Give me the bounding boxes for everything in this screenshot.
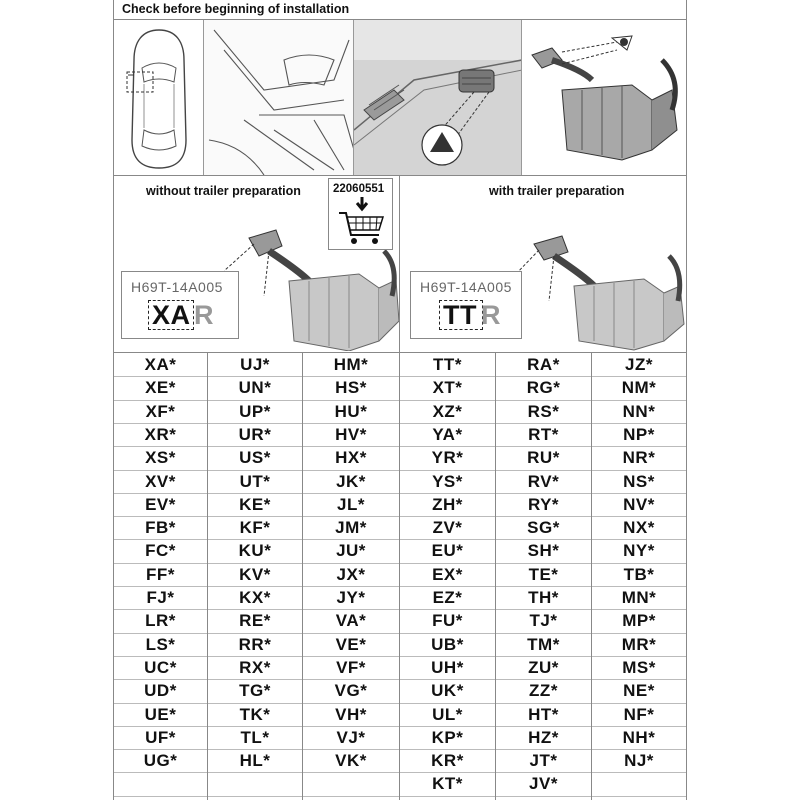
code-cell: UN* (238, 378, 272, 398)
code-cell: KE* (239, 494, 271, 514)
code-cell: UC* (144, 657, 177, 677)
code-cell: KT* (432, 774, 463, 794)
code-cell: JV* (529, 774, 558, 794)
connector-panel (522, 20, 686, 175)
code-cell: UG* (143, 751, 178, 771)
row-divider (592, 772, 686, 773)
car-top-view-illustration (114, 20, 204, 175)
seat-panel (204, 20, 354, 175)
code-cell: HM* (333, 355, 369, 374)
header-title: Check before beginning of installation (122, 2, 350, 16)
code-cell: HV* (335, 424, 367, 444)
code-cell: XA* (144, 355, 177, 374)
code-cell: JY* (336, 588, 366, 607)
code-cell: VA* (335, 611, 367, 631)
with-code-grey: R (481, 300, 501, 330)
code-cell: NY* (623, 541, 655, 561)
code-cell: HX* (335, 448, 367, 468)
code-cell: RT* (528, 424, 559, 444)
code-cell: YR* (431, 448, 464, 468)
code-cell: UL* (432, 704, 463, 724)
code-cell: RE* (239, 611, 271, 631)
code-cell: RU* (527, 448, 560, 468)
code-cell: VK* (335, 751, 367, 771)
code-cell: ZU* (528, 657, 559, 677)
without-code-grey: R (194, 300, 214, 330)
code-cell: XR* (144, 424, 177, 444)
car-top-view-panel (114, 20, 204, 175)
row-divider (496, 796, 591, 797)
code-cell: NR* (622, 448, 656, 468)
code-cell: JL* (337, 494, 365, 514)
without-part-label (121, 271, 239, 339)
code-cell: SG* (527, 518, 560, 538)
code-cell: NJ* (624, 751, 654, 771)
code-cell: ZV* (432, 518, 463, 538)
code-cell: NF* (623, 704, 655, 724)
code-cell: VJ* (336, 727, 366, 747)
code-cell: VG* (334, 681, 368, 701)
code-cell: NS* (623, 471, 655, 491)
row-divider (114, 796, 207, 797)
code-cell: YS* (432, 471, 463, 491)
code-cell: KP* (431, 727, 464, 747)
code-cell: KU* (238, 541, 272, 561)
code-cell: UB* (431, 634, 464, 654)
code-cell: JU* (336, 541, 366, 561)
code-cell: KR* (431, 751, 464, 771)
code-column-3 (303, 353, 400, 800)
code-cell: JM* (335, 518, 367, 538)
row-divider (400, 796, 495, 797)
code-cell: UT* (239, 471, 271, 491)
code-cell: TM* (527, 634, 560, 654)
code-cell: KV* (239, 564, 271, 584)
code-cell: TE* (528, 564, 559, 584)
without-part-number: H69T-14A005 (131, 279, 223, 295)
code-cell: MP* (622, 611, 656, 631)
without-code-bold: XA (152, 300, 191, 330)
code-column-5 (496, 353, 592, 800)
code-cell: RX* (239, 657, 271, 677)
code-cell: XS* (145, 448, 176, 468)
code-cell: YA* (432, 424, 463, 444)
code-cell: XT* (432, 378, 463, 398)
code-cell: TG* (239, 681, 271, 701)
connector-location-panel (354, 20, 522, 175)
with-part-number: H69T-14A005 (420, 279, 512, 295)
code-cell: NN* (622, 401, 656, 421)
code-cell: FJ* (146, 588, 175, 607)
code-cell: NX* (623, 518, 655, 538)
right-connector-illustration (514, 226, 686, 351)
code-cell: RA* (527, 355, 560, 374)
row-divider (303, 796, 399, 797)
code-cell: UR* (238, 424, 272, 444)
code-cell: EX* (432, 564, 463, 584)
code-cell: NP* (623, 424, 655, 444)
code-cell: HZ* (528, 727, 559, 747)
code-cell: NV* (623, 494, 655, 514)
code-cell: VE* (335, 634, 367, 654)
code-cell: HS* (335, 378, 367, 398)
code-cell: XF* (145, 401, 176, 421)
with-part-label (410, 271, 522, 339)
code-cell: XE* (145, 378, 176, 398)
code-column-2 (208, 353, 303, 800)
code-cell: VF* (336, 657, 366, 677)
code-cell: TJ* (529, 611, 558, 631)
code-cell: EV* (145, 494, 176, 514)
code-cell: RG* (526, 378, 561, 398)
code-cell: TK* (239, 704, 271, 724)
order-part-box (328, 178, 393, 250)
code-cell: LR* (145, 611, 176, 631)
row-divider (208, 796, 302, 797)
code-cell: FC* (145, 541, 176, 561)
code-cell: UE* (144, 704, 177, 724)
header-bar (113, 0, 687, 20)
vehicle-code-table (114, 353, 686, 800)
code-cell: NH* (622, 727, 656, 747)
row-divider (303, 772, 399, 773)
code-cell: JT* (529, 751, 558, 771)
code-cell: UJ* (240, 355, 270, 374)
code-cell: HU* (334, 401, 368, 421)
preparation-comparison (114, 175, 686, 353)
code-cell: HT* (528, 704, 559, 724)
code-cell: TH* (528, 588, 559, 607)
code-column-1 (114, 353, 208, 800)
code-cell: US* (239, 448, 271, 468)
code-cell: KF* (239, 518, 271, 538)
code-cell: EZ* (432, 588, 463, 607)
code-cell: FF* (146, 564, 175, 584)
code-cell: MR* (621, 634, 657, 654)
code-column-4 (400, 353, 496, 800)
cart-part-number: 22060551 (333, 183, 385, 195)
row-divider (114, 772, 207, 773)
code-cell: RR* (238, 634, 272, 654)
code-cell: HL* (239, 751, 271, 771)
code-cell: JK* (336, 471, 366, 491)
code-cell: SH* (527, 541, 560, 561)
code-cell: XV* (145, 471, 176, 491)
connector-illustration (522, 20, 686, 175)
code-cell: JX* (336, 564, 366, 584)
code-cell: UK* (431, 681, 464, 701)
row-divider (208, 772, 302, 773)
code-cell: UH* (431, 657, 464, 677)
code-cell: JZ* (625, 355, 653, 374)
code-cell: MS* (622, 657, 656, 677)
with-code-bold: TT (443, 300, 477, 330)
code-cell: ZH* (432, 494, 463, 514)
code-cell: EU* (431, 541, 464, 561)
code-cell: UF* (145, 727, 176, 747)
code-cell: MN* (621, 588, 657, 607)
row-divider (592, 796, 686, 797)
code-cell: KX* (239, 588, 271, 607)
code-cell: UD* (144, 681, 177, 701)
seat-illustration (204, 20, 354, 175)
code-cell: NE* (623, 681, 655, 701)
code-cell: FB* (145, 518, 176, 538)
code-cell: TT* (433, 355, 462, 374)
code-cell: NM* (621, 378, 657, 398)
code-cell: RY* (527, 494, 560, 514)
code-cell: VH* (335, 704, 367, 724)
code-cell: XZ* (432, 401, 463, 421)
with-trailer-label: with trailer preparation (489, 184, 625, 198)
code-cell: LS* (145, 634, 176, 654)
illustration-row (114, 20, 686, 175)
connector-location-illustration (354, 20, 522, 175)
shopping-cart-icon (337, 197, 387, 247)
code-cell: TB* (623, 564, 655, 584)
code-cell: TL* (240, 727, 270, 747)
preparation-divider (399, 176, 400, 352)
code-cell: RV* (527, 471, 560, 491)
code-cell: FU* (432, 611, 463, 631)
code-column-6 (592, 353, 686, 800)
code-cell: ZZ* (529, 681, 558, 701)
code-cell: UP* (239, 401, 271, 421)
without-trailer-label: without trailer preparation (146, 184, 301, 198)
code-cell: RS* (527, 401, 560, 421)
